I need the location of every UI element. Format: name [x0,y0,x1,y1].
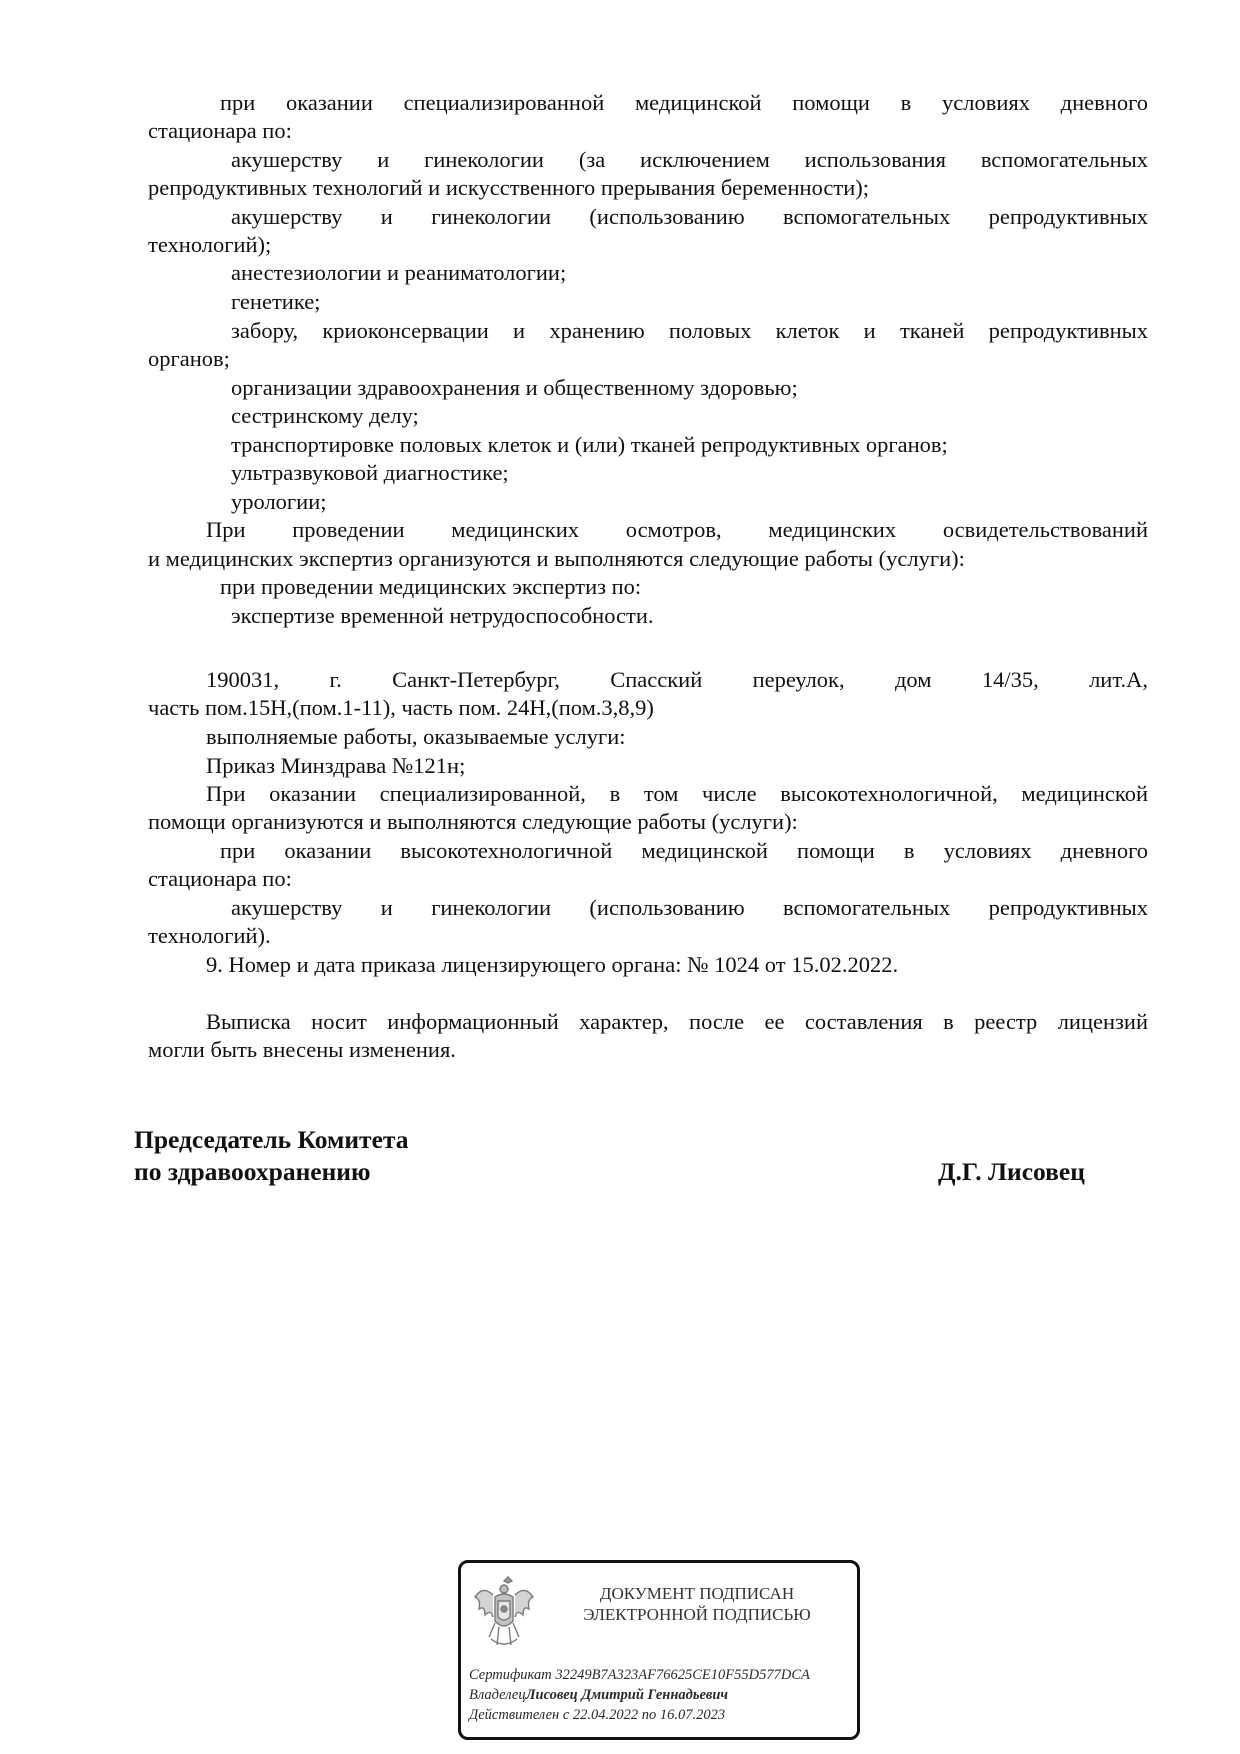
text-line: организации здравоохранения и общественному здоровью; [231,375,798,400]
owner-label: Владелец [469,1687,526,1703]
text-line: акушерству и гинекологии (использованию вспомогательных репродуктивных [231,895,1148,920]
stamp-heading-line1: ДОКУМЕНТ ПОДПИСАН [599,1584,795,1603]
text-line: Приказ Минздрава №121н; [206,753,466,778]
text-line: органов; [148,346,230,371]
text-line: 190031, г. Санкт-Петербург, Спасский переулок, дом 14/35, лит.А, [206,667,1148,692]
text-line: сестринскому делу; [231,403,419,428]
text-line: часть пом.15Н,(пом.1-11), часть пом. 24Н,(пом.3,8,9) [148,695,654,720]
text-line: технологий); [148,232,272,257]
text-line: стационара по: [148,866,292,891]
text-line: забору, криоконсервации и хранению половых клеток и тканей репродуктивных [231,318,1148,343]
text-line: могли быть внесены изменения. [148,1037,456,1062]
text-line: акушерству и гинекологии (использованию вспомогательных репродуктивных [231,204,1148,229]
certificate-row [469,1666,810,1684]
text-line: и медицинских экспертиз организуются и выполняются следующие работы (услуги): [148,546,965,571]
text-line: экспертизе временной нетрудоспособности. [231,603,654,628]
text-line: ультразвуковой диагностике; [231,460,509,485]
electronic-signature-stamp [458,1560,860,1740]
text-line: При проведении медицинских осмотров, медицинских освидетельствований [206,517,1148,542]
text-line: генетике; [231,289,321,314]
owner-row [469,1686,728,1704]
stamp-heading-line2: ЭЛЕКТРОННОЙ ПОДПИСЬЮ [583,1605,811,1624]
text-line: урологии; [231,489,327,514]
text-line: стационара по: [148,118,292,143]
text-line: помощи организуются и выполняются следующие работы (услуги): [148,809,798,834]
signatory-title-line2: по здравоохранению [134,1157,371,1186]
validity-row: Действителен с 22.04.2022 по 16.07.2023 [469,1707,726,1723]
text-line: При оказании специализированной, в том числе высокотехнологичной, медицинской [206,781,1148,806]
coat-of-arms-icon [471,1575,537,1653]
text-line: технологий). [148,923,271,948]
signatory-title-line1: Председатель Комитета [134,1125,409,1154]
text-line: Выписка носит информационный характер, после ее составления в реестр лицензий [206,1009,1148,1034]
certificate-value: 32249B7A323AF76625CE10F55D577DCA [555,1667,810,1683]
text-line: 9. Номер и дата приказа лицензирующего органа: № 1024 от 15.02.2022. [206,952,899,977]
text-line: при оказании высокотехнологичной медицинской помощи в условиях дневного [220,838,1148,863]
certificate-label: Сертификат [469,1667,552,1683]
text-line: при проведении медицинских экспертиз по: [220,574,642,599]
text-line: транспортировке половых клеток и (или) тканей репродуктивных органов; [231,432,948,457]
signatory-name: Д.Г. Лисовец [938,1157,1085,1186]
text-line: выполняемые работы, оказываемые услуги: [206,724,626,749]
text-line: акушерству и гинекологии (за исключением использования вспомогательных [231,147,1148,172]
text-line: анестезиологии и реаниматологии; [231,260,567,285]
text-line: репродуктивных технологий и искусственного прерывания беременности); [148,175,869,200]
owner-value: Лисовец Дмитрий Геннадьевич [525,1687,729,1703]
text-line: при оказании специализированной медицинской помощи в условиях дневного [220,90,1148,115]
